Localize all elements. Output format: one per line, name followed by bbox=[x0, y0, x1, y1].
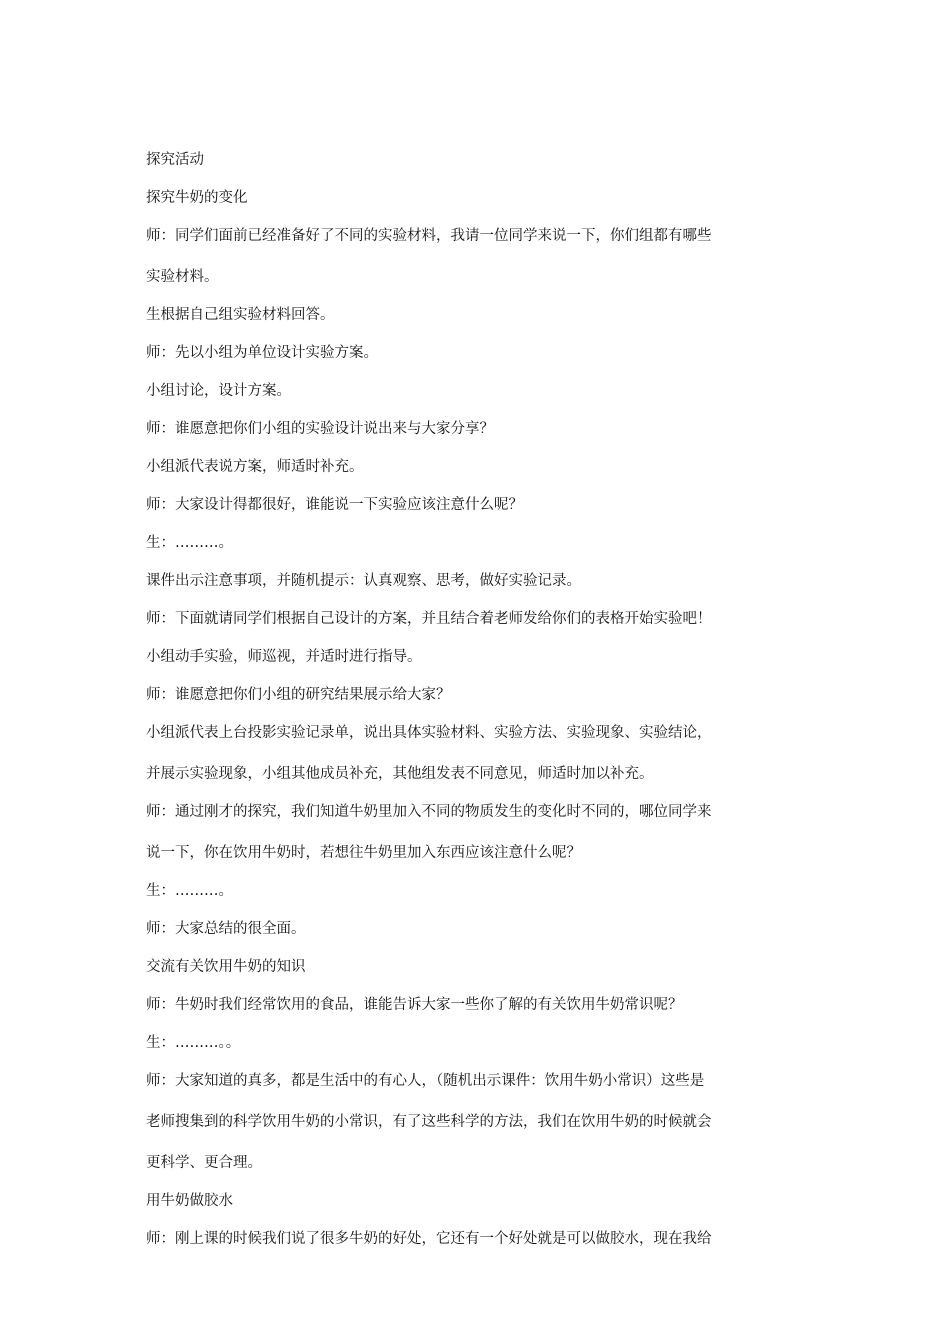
paragraph-line: 小组派代表上台投影实验记录单，说出具体实验材料、实验方法、实验现象、实验结论， bbox=[146, 725, 712, 741]
paragraph-line: 并展示实验现象，小组其他成员补充，其他组发表不同意见，师适时加以补充。 bbox=[146, 766, 654, 782]
paragraph-line: 说一下，你在饮用牛奶时，若想往牛奶里加入东西应该注意什么呢？ bbox=[146, 845, 581, 861]
paragraph-line: 老师搜集到的科学饮用牛奶的小常识，有了这些科学的方法，我们在饮用牛奶的时候就会 bbox=[146, 1114, 712, 1130]
section-heading: 探究活动 bbox=[146, 152, 204, 168]
subsection-heading: 探究牛奶的变化 bbox=[146, 190, 248, 206]
paragraph-line: 师：牛奶时我们经常饮用的食品，谁能告诉大家一些你了解的有关饮用牛奶常识呢？ bbox=[146, 997, 683, 1013]
paragraph-line: 小组讨论，设计方案。 bbox=[146, 383, 291, 399]
paragraph-line: 师：大家设计得都很好，谁能说一下实验应该注意什么呢？ bbox=[146, 497, 523, 513]
paragraph-line: 课件出示注意事项，并随机提示：认真观察、思考，做好实验记录。 bbox=[146, 573, 581, 589]
paragraph-line: 师：下面就请同学们根据自己设计的方案，并且结合着老师发给你们的表格开始实验吧！ bbox=[146, 611, 712, 627]
paragraph-line: 生根据自己组实验材料回答。 bbox=[146, 307, 335, 323]
paragraph-line: 生：………。。 bbox=[146, 1035, 241, 1051]
paragraph-line: 师：先以小组为单位设计实验方案。 bbox=[146, 345, 378, 361]
paragraph-line: 师：刚上课的时候我们说了很多牛奶的好处，它还有一个好处就是可以做胶水，现在我给 bbox=[146, 1231, 712, 1247]
paragraph-line: 师：通过刚才的探究，我们知道牛奶里加入不同的物质发生的变化时不同的，哪位同学来 bbox=[146, 804, 712, 820]
paragraph-line: 师：谁愿意把你们小组的实验设计说出来与大家分享？ bbox=[146, 421, 494, 437]
paragraph-line: 师：大家总结的很全面。 bbox=[146, 921, 306, 937]
paragraph-line: 小组派代表说方案，师适时补充。 bbox=[146, 459, 364, 475]
paragraph-line: 更科学、更合理。 bbox=[146, 1155, 262, 1171]
paragraph-line: 生：………。 bbox=[146, 535, 233, 551]
subsection-heading: 用牛奶做胶水 bbox=[146, 1193, 233, 1209]
paragraph-line: 师：同学们面前已经准备好了不同的实验材料，我请一位同学来说一下，你们组都有哪些 bbox=[146, 228, 712, 244]
paragraph-line: 师：谁愿意把你们小组的研究结果展示给大家？ bbox=[146, 687, 451, 703]
paragraph-line: 师：大家知道的真多，都是生活中的有心人，（随机出示课件：饮用牛奶小常识）这些是 bbox=[146, 1073, 705, 1089]
paragraph-line: 小组动手实验，师巡视，并适时进行指导。 bbox=[146, 649, 422, 665]
subsection-heading: 交流有关饮用牛奶的知识 bbox=[146, 959, 306, 975]
document-body bbox=[146, 148, 810, 1252]
paragraph-line: 生：………。 bbox=[146, 883, 233, 899]
paragraph-line: 实验材料。 bbox=[146, 269, 219, 285]
